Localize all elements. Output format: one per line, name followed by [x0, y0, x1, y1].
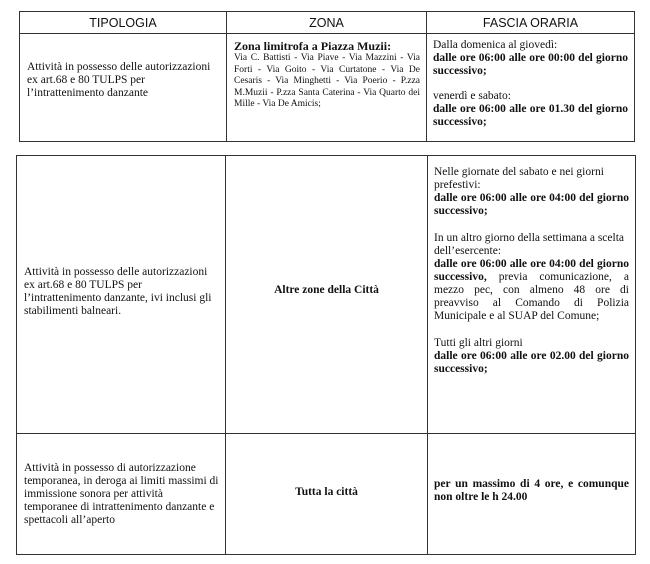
- row1-tipologia: [20, 34, 227, 142]
- row2-zona: [226, 156, 428, 434]
- row2-zona-text: Altre zone della Città: [274, 284, 379, 296]
- row2-tipologia: [17, 156, 226, 434]
- table-row: [17, 434, 636, 555]
- row2-fascia-b-note: previa comunicazione, a mezzo pec, con almeno 48 ore di preavviso al Comando di Polizia Municipale e al SUAP del Comune;: [434, 271, 629, 322]
- row1-fascia-a-hours: dalle ore 06:00 alle ore 00:00 del giorno successivo;: [433, 52, 628, 77]
- header-zona: ZONA: [227, 12, 427, 34]
- row1-fascia-b-label: venerdì e sabato:: [433, 90, 511, 102]
- row3-fascia-text: per un massimo di 4 ore, e comunque non oltre le h 24.00: [434, 478, 629, 503]
- row3-zona-text: Tutta la città: [295, 485, 358, 498]
- row2-fascia: [428, 156, 636, 434]
- header-fascia-oraria: FASCIA ORARIA: [427, 12, 635, 34]
- row3-tipologia: [17, 434, 226, 555]
- row2-fascia-a-hours: dalle ore 06:00 alle ore 04:00 del giorno successivo;: [434, 192, 629, 217]
- row2-fascia-b-hours: dalle ore 06:00 alle ore 04:00 del giorno successivo,: [434, 258, 629, 283]
- schedule-table-top: [19, 11, 635, 142]
- row2-fascia-b-label: In un altro giorno della settimana a scelta dell’esercente:: [434, 232, 625, 257]
- row1-fascia: [427, 34, 635, 142]
- row3-zona: [226, 434, 428, 555]
- table-header-row: [20, 12, 635, 34]
- row1-fascia-a-label: Dalla domenica al giovedì:: [433, 39, 558, 51]
- row3-fascia: [428, 434, 636, 555]
- table-row: [20, 34, 635, 142]
- row1-tipologia-text: Attività in possesso delle autorizzazioni ex art.68 e 80 TULPS per l’intrattenimento danzante: [27, 61, 211, 99]
- row3-tipologia-text: Attività in possesso di autorizzazione temporanea, in deroga ai limiti massimi di immissione sonora per attività temporanee di intrattenimento danzante e spettacoli all’aperto: [24, 461, 219, 526]
- row1-zona-streets: Via C. Battisti - Via Piave - Via Mazzini - Via Forti - Via Goito - Via Curtatone - Via De Cesaris - Via Minghetti - Via Poerio - P.zza M.Muzii - P.zza Santa Caterina - Via Quarto dei Mille - Via De Amicis;: [234, 53, 420, 109]
- row1-zona: [227, 34, 427, 142]
- row2-fascia-c-label: Tutti gli altri giorni: [434, 337, 523, 349]
- row2-tipologia-text: Attività in possesso delle autorizzazioni ex art.68 e 80 TULPS per l’intrattenimento danzante, ivi inclusi gli stabilimenti balneari.: [24, 265, 212, 317]
- row2-fascia-a-label: Nelle giornate del sabato e nei giorni prefestivi:: [434, 166, 604, 191]
- row1-fascia-b-hours: dalle ore 06:00 alle ore 01.30 del giorno successivo;: [433, 103, 628, 128]
- schedule-table-bottom: [16, 155, 636, 555]
- header-tipologia: TIPOLOGIA: [20, 12, 227, 34]
- row2-fascia-b-block: [434, 258, 629, 323]
- row1-zona-title: Zona limitrofa a Piazza Muzii:: [234, 39, 392, 53]
- row2-fascia-c-hours: dalle ore 06:00 alle ore 02.00 del giorno successivo;: [434, 350, 629, 375]
- table-row: [17, 156, 636, 434]
